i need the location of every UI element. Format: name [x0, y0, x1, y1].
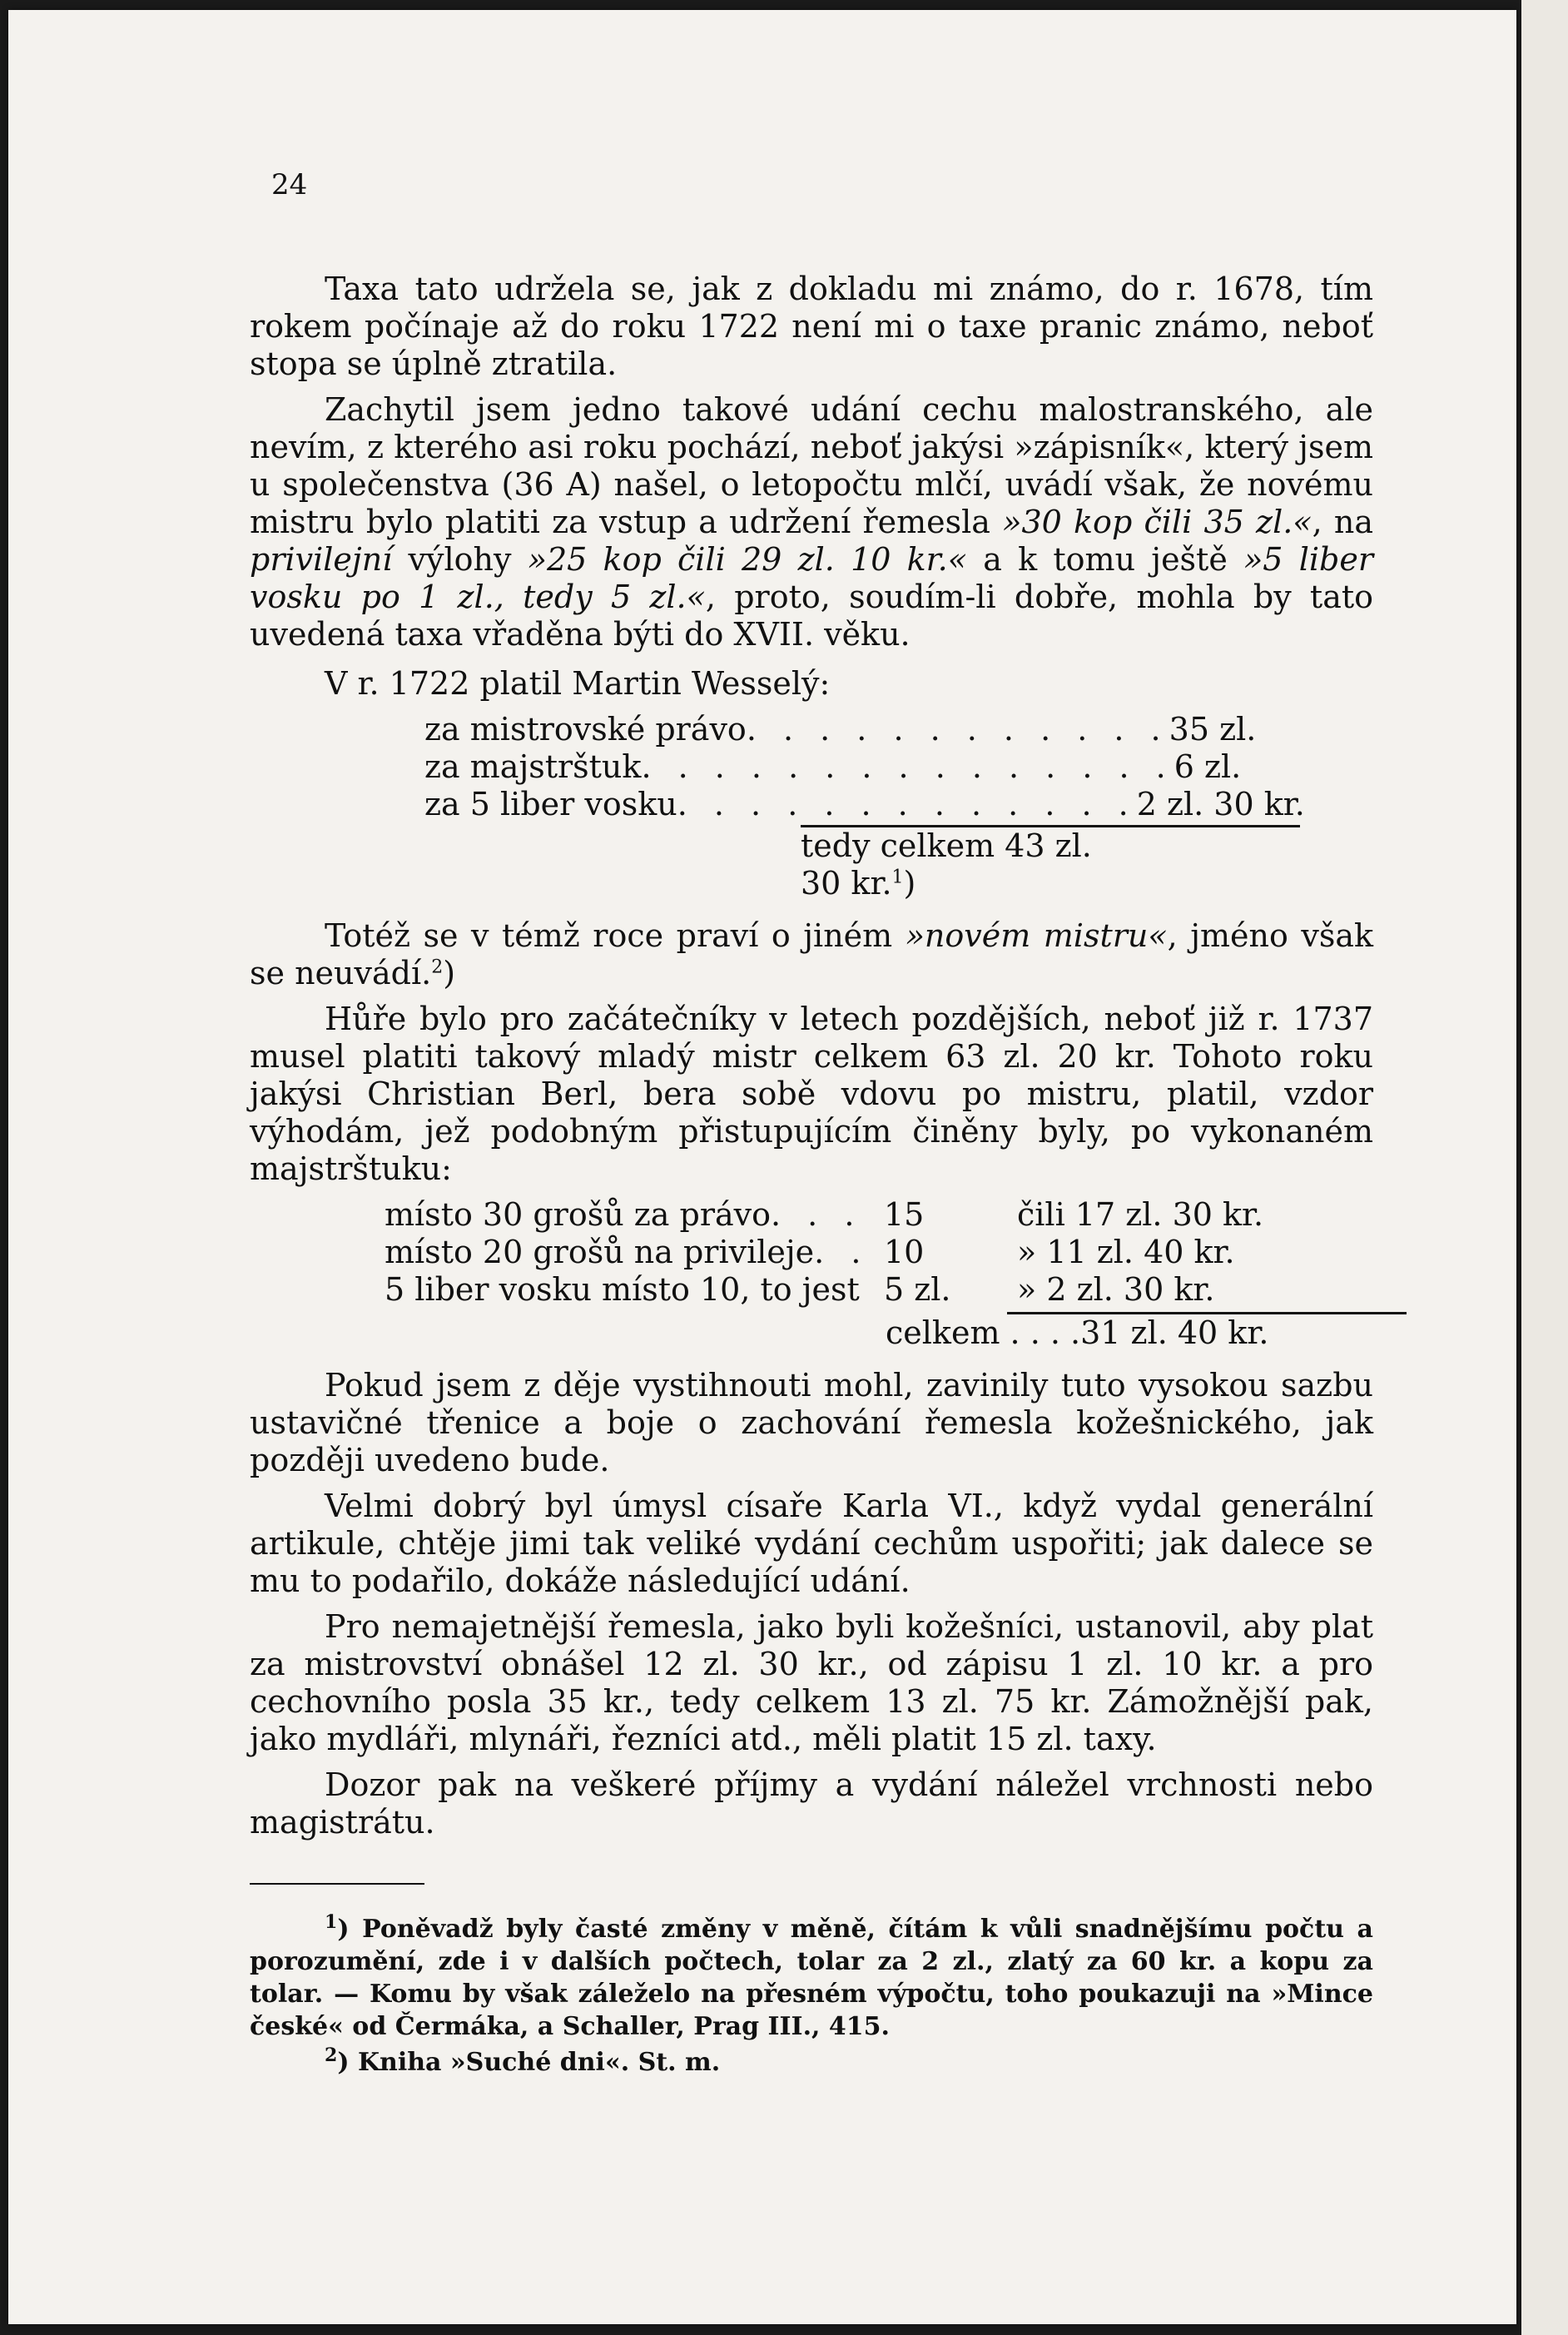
ledger2-total-value: 31 zl. 40 kr. [1080, 1314, 1269, 1351]
paragraph-3: V r. 1722 platil Martin Wesselý: [325, 665, 831, 702]
paragraph-7: Velmi dobrý byl úmysl císaře Karla VI., když vydal generální artikule, chtěje jimi tak veliké vydání cechům uspořiti; jak dalece se mu to podařilo, dokáže následující udání. [250, 1488, 1373, 1599]
footnotes [250, 1913, 1373, 2079]
p2-text-e: , proto, soudím-li dobře, mohla by tato uvedená taxa vřaděna býti do XVII. věku. [250, 579, 1373, 653]
leader-dots: . . . . . . . . . . . . . [677, 786, 1137, 822]
p2-text-a: Zachytil jsem jedno takové udání cechu malostranského, ale nevím, z kterého asi roku pochází, neboť jakýsi »zápisník«, který jsem u společenstva (36 A) našel, o letopočtu mlčí, uvádí však, že novému mistru bylo platiti za vstup a udržení řemesla [250, 391, 1373, 540]
ledger1-row-label: za majstrštuk [424, 748, 642, 785]
p2-text-b: , na [1312, 504, 1373, 540]
p2-quote-3: »5 liber vosku po 1 zl., tedy 5 zl.« [250, 541, 1374, 615]
ledger2-row-groschen: 5 zl. [884, 1271, 951, 1308]
paragraph-5: Hůře bylo pro začátečníky v letech pozdějších, neboť již r. 1737 musel platiti takový mladý mistr celkem 63 zl. 20 kr. Tohoto roku jakýsi Christian Berl, bera sobě vdovu po mistru, platil, vzdor výhodám, jež podobným přistupujícím činěny byly, po vykonaném majstrštuku: [250, 1001, 1373, 1187]
ledger2-row-amount: » 11 zl. 40 kr. [1017, 1234, 1235, 1270]
ledger1-total-text: tedy celkem 43 zl. 30 kr. [801, 827, 1092, 902]
ledger2-row-amount: » 2 zl. 30 kr. [1017, 1271, 1215, 1308]
paragraph-9: Dozor pak na veškeré příjmy a vydání náležel vrchnosti nebo magistrátu. [250, 1766, 1373, 1841]
ledger1-row [424, 748, 1242, 786]
ledger1-row-amount: 6 zl. [1174, 748, 1242, 785]
ledger2-row-amount: čili 17 zl. 30 kr. [1017, 1196, 1264, 1233]
ledger2-row-label: místo 20 grošů na privileje [385, 1234, 815, 1270]
ledger2-row [385, 1271, 1258, 1309]
p2-quote-1: »30 kop čili 35 zl.« [1002, 504, 1312, 540]
page-edge [1521, 0, 1568, 2335]
ledger1-row-label: za mistrovské právo [424, 711, 747, 748]
ledger2-total [886, 1314, 1269, 1352]
ledger1-total-close: ) [903, 865, 916, 902]
ledger1-row-amount: 2 zl. 30 kr. [1136, 786, 1305, 822]
ledger2-row [385, 1196, 1264, 1234]
p2-privilejni: privilejní [250, 541, 393, 578]
paragraph-1: Taxa tato udržela se, jak z dokladu mi známo, do r. 1678, tím rokem počínaje až do roku 1722 není mi o taxe pranic známo, neboť stopa se úplně ztratila. [250, 271, 1373, 382]
footnote-ref-2: 2 [431, 956, 444, 978]
leader-dots: . . . . . . . . . . . . . . . [641, 748, 1174, 785]
paragraph-2 [250, 391, 1373, 653]
paragraph-6: Pokud jsem z děje vystihnouti mohl, zavinily tuto vysokou sazbu ustavičné třenice a boje o zachování řemesla kožešnického, jak později uvedeno bude. [250, 1367, 1373, 1478]
footnote-2-marker: 2 [325, 2044, 338, 2066]
footnote-1 [250, 1913, 1373, 2043]
p4-text-a: Totéž se v témž roce praví o jiném [325, 917, 906, 954]
paragraph-4: Totéž se v témž roce praví o jiném »novém mistru«, jméno však se neuvádí.$^2$) [250, 917, 1374, 991]
paragraph-8: Pro nemajetnější řemesla, jako byli kožešníci, ustanovil, aby plat za mistrovství obnášel 12 zl. 30 kr., od zápisu 1 zl. 10 kr. a pro cechovního posla 35 kr., tedy celkem 13 zl. 75 kr. Zámožnější pak, jako mydláři, mlynáři, řezníci atd., měli platit 15 zl. taxy. [250, 1608, 1373, 1757]
p4-text-b: , jméno však se neuvádí. [250, 917, 1374, 991]
footnote-divider [250, 1883, 424, 1885]
ledger-1737 [385, 1196, 1269, 1352]
footnote-1-marker: 1 [325, 1911, 338, 1933]
footnote-2 [250, 2046, 1373, 2079]
ledger2-total-label: celkem . . . . [886, 1314, 1081, 1351]
p2-text-d: a k tomu ještě [967, 541, 1244, 578]
page-number: 24 [271, 168, 308, 201]
footnote-2-text: ) Kniha »Suché dni«. St. m. [337, 2048, 721, 2077]
p4-quote: »novém mistru« [905, 917, 1168, 954]
p2-text-c: výlohy [392, 541, 528, 578]
ledger2-row-label: 5 liber vosku místo 10, to jest [385, 1271, 860, 1308]
ledger-1722 [424, 711, 1305, 902]
footnote-1-text: ) Poněvadž byly časté změny v měně, čítám k vůli snadnějšímu počtu a porozumění, zde i v dalších počtech, tolar za 2 zl., zlatý za 60 kr. a kopu za tolar. — Komu by však záleželo na přesném výpočtu, toho poukazuji na »Mince české« od Čermáka, a Schaller, Prag III., 415. [250, 1915, 1373, 2041]
p2-quote-2: »25 kop čili 29 zl. 10 kr.« [527, 541, 968, 578]
ledger1-total [801, 827, 1124, 902]
leader-dots: . . . . . . . . . . . . [746, 711, 1169, 748]
ledger1-row-label: za 5 liber vosku [424, 786, 677, 822]
page-content [250, 166, 1373, 2082]
ledger2-row-label: místo 30 grošů za právo [385, 1196, 772, 1233]
leader-dots: . . . [771, 1196, 863, 1233]
ledger1-row-amount: 35 zl. [1169, 711, 1257, 748]
ledger1-row [424, 711, 1257, 748]
ledger2-row-groschen: 15 [884, 1196, 925, 1233]
ledger2-row-groschen: 10 [884, 1234, 925, 1270]
footnote-ref-1: 1 [891, 867, 904, 888]
ledger1-row [424, 786, 1305, 823]
leader-dots: . . [814, 1234, 870, 1270]
ledger2-row [385, 1234, 1258, 1271]
